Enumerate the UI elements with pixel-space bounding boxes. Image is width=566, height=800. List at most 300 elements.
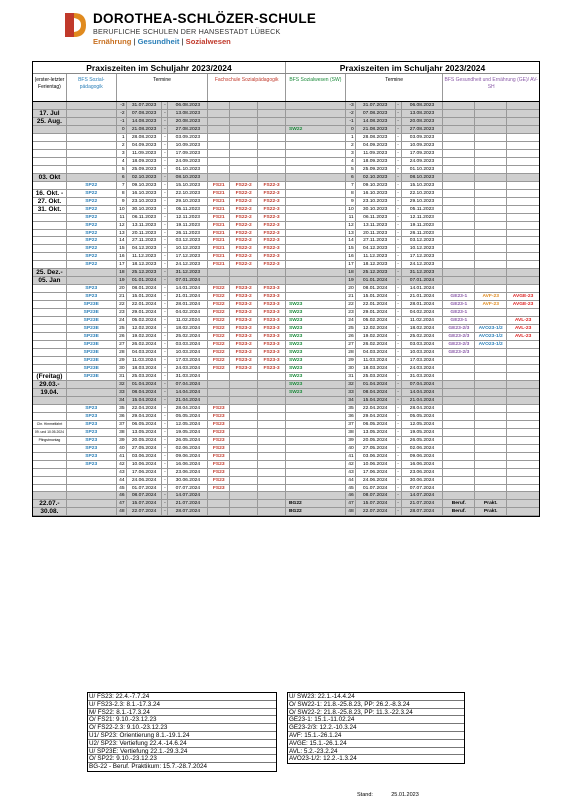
- week-cell-2: 1: [346, 134, 356, 141]
- stand-label: Stand:: [357, 792, 373, 798]
- date-sep-cell: -: [162, 413, 168, 420]
- table-row: [33, 492, 539, 500]
- bfs-sw-cell: SW23: [286, 373, 346, 380]
- ferien-cell: [33, 333, 67, 340]
- date-sep-cell-2: -: [396, 190, 402, 197]
- fs-cell-2: [230, 166, 258, 173]
- fs-cell-2: [230, 110, 258, 117]
- fs-cell-1: FS23: [208, 453, 230, 460]
- ge-cell-1: GE23-1: [443, 301, 475, 308]
- date-from-cell: 29.01.2024: [127, 309, 163, 316]
- date-sep-cell: -: [162, 198, 168, 205]
- date-to-cell: 05.05.2024: [168, 413, 208, 420]
- week-cell-2: 46: [346, 492, 356, 499]
- legend-item: AVF: 15.1.-26.1.24: [288, 732, 464, 740]
- date-sep-cell-2: -: [396, 118, 402, 125]
- date-from-cell: 22.04.2024: [127, 405, 163, 412]
- av-cell-1: [475, 421, 507, 428]
- bfs-sw-cell: SW23: [286, 317, 346, 324]
- bfs-sw-cell: [286, 277, 346, 284]
- ferien-cell: [33, 469, 67, 476]
- bfs-sp-cell: SP23: [67, 405, 117, 412]
- date-to-cell-2: 08.10.2023: [402, 174, 444, 181]
- date-from-cell-2: 25.09.2023: [356, 166, 396, 173]
- date-to-cell: 26.11.2023: [168, 230, 208, 237]
- fs-cell-3: [258, 413, 286, 420]
- ge-cell-1: [443, 437, 475, 444]
- fs-cell-1: [208, 508, 230, 515]
- date-from-cell-2: 28.08.2023: [356, 134, 396, 141]
- bfs-sw-cell: [286, 477, 346, 484]
- date-to-cell: 10.09.2023: [168, 142, 208, 149]
- bfs-sp-cell: SP22: [67, 253, 117, 260]
- date-to-cell-2: 03.03.2024: [402, 341, 444, 348]
- av-cell-2: [507, 429, 539, 436]
- av-cell-2: [507, 413, 539, 420]
- fs-cell-1: FS21: [208, 198, 230, 205]
- av-cell-2: [507, 508, 539, 515]
- legend-item: U/ SP23E: Vertiefung 22.1.-29.3.24: [88, 748, 276, 756]
- date-to-cell: 19.11.2023: [168, 222, 208, 229]
- week-cell-2: 0: [346, 126, 356, 133]
- date-sep-cell-2: -: [396, 309, 402, 316]
- week-cell-2: 23: [346, 309, 356, 316]
- av-cell-2: AVL-23: [514, 318, 532, 324]
- week-cell-2: 4: [346, 158, 356, 165]
- date-from-cell-2: 14.08.2023: [356, 118, 396, 125]
- ge-cell-1: GE23-2/3: [443, 333, 475, 340]
- bfs-sp-cell: SP23E: [67, 301, 117, 308]
- bfs-sp-cell: SP23: [67, 437, 117, 444]
- bfs-sw-cell: [286, 166, 346, 173]
- av-cell-2: [507, 118, 539, 125]
- table-row: [33, 174, 539, 182]
- bfs-sw-cell: [286, 453, 346, 460]
- fs-cell-1: [208, 277, 230, 284]
- week-cell: 37: [117, 421, 127, 428]
- date-from-cell: 04.12.2023: [127, 245, 163, 252]
- week-cell: 32: [117, 381, 127, 388]
- week-cell-2: -2: [346, 110, 356, 117]
- bfs-sw-cell: SW22: [286, 126, 346, 133]
- date-to-cell: 13.08.2023: [168, 110, 208, 117]
- table-row: [33, 333, 539, 341]
- fs-cell-2: FS22-2: [230, 206, 258, 213]
- bfs-sw-cell: [286, 397, 346, 404]
- date-sep-cell: -: [162, 429, 168, 436]
- date-from-cell: 01.07.2024: [127, 485, 163, 492]
- date-to-cell: 04.02.2024: [168, 309, 208, 316]
- fs-cell-2: FS23-2: [230, 349, 258, 356]
- date-to-cell: 24.03.2024: [168, 365, 208, 372]
- date-to-cell: 14.07.2024: [168, 492, 208, 499]
- date-to-cell-2: 19.11.2023: [402, 222, 444, 229]
- bfs-sw-cell: [286, 198, 346, 205]
- fs-cell-3: [258, 469, 286, 476]
- ge-cell-1: [443, 230, 475, 237]
- fs-cell-2: [230, 397, 258, 404]
- table-row: [33, 373, 539, 381]
- week-cell-2: 34: [346, 397, 356, 404]
- fs-cell-2: [230, 413, 258, 420]
- fs-cell-1: FS21: [208, 214, 230, 221]
- fs-cell-2: [230, 485, 258, 492]
- bfs-sp-cell: SP22: [67, 230, 117, 237]
- av-cell-2: [507, 150, 539, 157]
- date-to-cell: 22.10.2023: [168, 190, 208, 197]
- ge-cell-1: [443, 126, 475, 133]
- date-from-cell: 13.11.2023: [127, 222, 163, 229]
- date-to-cell-2: 12.11.2023: [402, 214, 444, 221]
- fs-cell-2: FS23-2: [230, 285, 258, 292]
- date-from-cell-2: 20.05.2024: [356, 437, 396, 444]
- date-to-cell-2: 01.10.2023: [402, 166, 444, 173]
- fs-cell-3: FS23-3: [258, 309, 286, 316]
- week-cell: 42: [117, 461, 127, 468]
- fs-cell-1: FS22: [208, 357, 230, 364]
- date-sep-cell-2: -: [396, 166, 402, 173]
- date-from-cell-2: 13.11.2023: [356, 222, 396, 229]
- table-row: [33, 230, 539, 238]
- date-from-cell-2: 20.11.2023: [356, 230, 396, 237]
- date-from-cell: 25.12.2023: [127, 269, 163, 276]
- bfs-sw-cell: [286, 429, 346, 436]
- date-sep-cell-2: -: [396, 381, 402, 388]
- week-cell: 40: [117, 445, 127, 452]
- bfs-sw-cell: [286, 437, 346, 444]
- table-row: [33, 110, 539, 118]
- date-sep-cell: -: [162, 421, 168, 428]
- date-sep-cell: -: [162, 261, 168, 268]
- av-cell-2: [507, 373, 539, 380]
- fs-cell-2: FS23-2: [230, 301, 258, 308]
- av-cell-2: [507, 389, 539, 396]
- date-from-cell: 08.04.2024: [127, 389, 163, 396]
- date-sep-cell: -: [162, 469, 168, 476]
- date-to-cell: 08.10.2023: [168, 174, 208, 181]
- stand: [357, 792, 419, 798]
- date-to-cell: 14.01.2024: [168, 285, 208, 292]
- date-from-cell: 12.02.2024: [127, 325, 163, 332]
- ferien-cell: 16. Okt. -: [33, 190, 67, 197]
- week-cell: 22: [117, 301, 127, 308]
- date-from-cell-2: 05.02.2024: [356, 317, 396, 324]
- ge-cell-1: [443, 174, 475, 181]
- date-sep-cell: -: [162, 365, 168, 372]
- fs-cell-3: FS22-3: [258, 190, 286, 197]
- bfs-sw-cell: SW23: [286, 309, 346, 316]
- week-cell: 46: [117, 492, 127, 499]
- date-to-cell-2: 15.10.2023: [402, 182, 444, 189]
- date-from-cell-2: 25.03.2024: [356, 373, 396, 380]
- date-from-cell-2: 01.01.2024: [356, 277, 396, 284]
- date-to-cell-2: 07.04.2024: [402, 381, 444, 388]
- date-to-cell: 31.12.2023: [168, 269, 208, 276]
- week-cell: 7: [117, 182, 127, 189]
- date-sep-cell: -: [162, 293, 168, 300]
- table-row: [33, 237, 539, 245]
- fs-cell-3: FS23-3: [258, 285, 286, 292]
- fs-cell-3: [258, 389, 286, 396]
- week-cell: 17: [117, 261, 127, 268]
- bfs-sp-cell: SP22: [67, 261, 117, 268]
- fs-cell-3: FS23-3: [258, 333, 286, 340]
- date-to-cell-2: 14.07.2024: [402, 492, 444, 499]
- fs-cell-1: FS23: [208, 421, 230, 428]
- date-from-cell-2: 27.11.2023: [356, 237, 396, 244]
- bfs-sw-cell: SW23: [286, 333, 346, 340]
- fs-cell-3: FS22-3: [258, 230, 286, 237]
- fs-cell-1: [208, 142, 230, 149]
- date-from-cell: 15.07.2024: [127, 500, 163, 507]
- fs-cell-1: [208, 500, 230, 507]
- table-row: [33, 222, 539, 230]
- ge-cell-1: [443, 397, 475, 404]
- date-to-cell-2: 22.10.2023: [402, 190, 444, 197]
- av-cell-1: AVF-23: [475, 293, 507, 300]
- date-from-cell: 04.03.2024: [127, 349, 163, 356]
- date-to-cell-2: 18.02.2024: [402, 325, 444, 332]
- date-sep-cell-2: -: [396, 158, 402, 165]
- av-cell-2: AVL-23: [514, 334, 532, 340]
- date-sep-cell-2: -: [396, 253, 402, 260]
- date-to-cell: 07.01.2024: [168, 277, 208, 284]
- week-cell-2: 18: [346, 269, 356, 276]
- date-from-cell-2: 08.07.2024: [356, 492, 396, 499]
- fs-cell-1: FS22: [208, 341, 230, 348]
- date-from-cell-2: 08.01.2024: [356, 285, 396, 292]
- av-cell-2: [507, 214, 539, 221]
- av-cell-1: [475, 126, 507, 133]
- av-cell-1: [475, 214, 507, 221]
- hdr-bfs-sw: BFS Sozialwesen (SW): [286, 74, 346, 101]
- fs-cell-2: FS23-2: [230, 293, 258, 300]
- week-cell-2: -3: [346, 102, 356, 109]
- table-row: [33, 381, 539, 389]
- av-cell-1: AVO23-1/2: [475, 325, 507, 332]
- fs-cell-2: [230, 373, 258, 380]
- ferien-cell: [33, 349, 67, 356]
- ge-cell-1: GE23-1: [443, 317, 475, 324]
- date-from-cell: 01.01.2024: [127, 277, 163, 284]
- date-to-cell: 03.12.2023: [168, 237, 208, 244]
- bfs-sw-cell: [286, 182, 346, 189]
- fs-cell-3: [258, 381, 286, 388]
- week-cell-2: 15: [346, 245, 356, 252]
- ferien-cell: [33, 237, 67, 244]
- week-cell-2: 22: [346, 301, 356, 308]
- fs-cell-1: FS23: [208, 405, 230, 412]
- bfs-sp-cell: [67, 500, 117, 507]
- date-from-cell-2: 09.10.2023: [356, 182, 396, 189]
- ferien-cell: [33, 357, 67, 364]
- av-cell-2: [507, 110, 539, 117]
- av-cell-2: [507, 397, 539, 404]
- ge-cell-1: [443, 429, 475, 436]
- bfs-sp-cell: SP23E: [67, 365, 117, 372]
- ge-cell-1: GE23-2/3: [443, 325, 475, 332]
- date-from-cell: 03.06.2024: [127, 453, 163, 460]
- date-sep-cell-2: -: [396, 508, 402, 515]
- bfs-sw-cell: [286, 110, 346, 117]
- fs-cell-3: FS23-3: [258, 341, 286, 348]
- fs-cell-3: [258, 397, 286, 404]
- week-cell: 26: [117, 333, 127, 340]
- date-from-cell: 27.11.2023: [127, 237, 163, 244]
- date-to-cell-2: 06.08.2023: [402, 102, 444, 109]
- date-from-cell: 29.04.2024: [127, 413, 163, 420]
- fs-cell-3: [258, 508, 286, 515]
- bfs-sp-cell: SP23: [67, 293, 117, 300]
- av-cell-1: [475, 174, 507, 181]
- fs-cell-2: [230, 437, 258, 444]
- week-cell-2: 45: [346, 485, 356, 492]
- week-cell-2: 19: [346, 277, 356, 284]
- date-sep-cell-2: -: [396, 429, 402, 436]
- date-sep-cell: -: [162, 333, 168, 340]
- week-cell: 11: [117, 214, 127, 221]
- fs-cell-1: FS21: [208, 206, 230, 213]
- ferien-cell: 09. und 10.05.2024: [33, 429, 67, 436]
- week-cell-2: 10: [346, 206, 356, 213]
- week-cell: 8: [117, 190, 127, 197]
- date-sep-cell: -: [162, 492, 168, 499]
- week-cell: 36: [117, 413, 127, 420]
- fs-cell-3: [258, 269, 286, 276]
- table-row: [33, 341, 539, 349]
- bfs-sp-cell: SP23: [67, 413, 117, 420]
- date-from-cell-2: 11.03.2024: [356, 357, 396, 364]
- bfs-sp-cell: SP22: [67, 182, 117, 189]
- fs-cell-3: FS22-3: [258, 198, 286, 205]
- fs-cell-2: FS22-2: [230, 222, 258, 229]
- table-row: [33, 190, 539, 198]
- ge-cell-1: [443, 461, 475, 468]
- week-cell-2: 30: [346, 365, 356, 372]
- ferien-cell: [33, 405, 67, 412]
- fs-cell-3: [258, 102, 286, 109]
- date-to-cell-2: 12.05.2024: [402, 421, 444, 428]
- date-from-cell-2: 31.07.2023: [356, 102, 396, 109]
- fs-cell-2: FS22-2: [230, 230, 258, 237]
- date-sep-cell-2: -: [396, 269, 402, 276]
- fs-cell-3: [258, 477, 286, 484]
- fs-cell-3: [258, 126, 286, 133]
- bfs-sp-cell: SP23: [67, 461, 117, 468]
- date-to-cell: 21.04.2024: [168, 397, 208, 404]
- date-sep-cell-2: -: [396, 317, 402, 324]
- fs-cell-1: [208, 381, 230, 388]
- fs-cell-1: FS23: [208, 485, 230, 492]
- ferien-cell: [33, 245, 67, 252]
- hdr-termine: Termine: [117, 74, 209, 101]
- date-to-cell: 27.08.2023: [168, 126, 208, 133]
- date-sep-cell: -: [162, 214, 168, 221]
- av-cell-2: [507, 492, 539, 499]
- date-to-cell-2: 28.01.2024: [402, 301, 444, 308]
- date-to-cell-2: 21.01.2024: [402, 293, 444, 300]
- date-to-cell: 10.12.2023: [168, 245, 208, 252]
- week-cell: 24: [117, 317, 127, 324]
- week-cell-2: 39: [346, 437, 356, 444]
- table-row: [33, 413, 539, 421]
- ferien-cell: [33, 166, 67, 173]
- date-from-cell-2: 03.06.2024: [356, 453, 396, 460]
- week-cell-2: 8: [346, 190, 356, 197]
- week-cell-2: 21: [346, 293, 356, 300]
- bfs-sp-cell: [67, 142, 117, 149]
- date-from-cell-2: 06.11.2023: [356, 214, 396, 221]
- av-cell-2: [507, 269, 539, 276]
- bfs-sp-cell: SP23E: [67, 333, 117, 340]
- date-sep-cell: -: [162, 142, 168, 149]
- week-cell-2: 27: [346, 341, 356, 348]
- date-to-cell-2: 24.03.2024: [402, 365, 444, 372]
- date-to-cell: 28.04.2024: [168, 405, 208, 412]
- bfs-sw-cell: BG22: [286, 500, 346, 507]
- fs-cell-3: FS23-3: [258, 357, 286, 364]
- date-sep-cell: -: [162, 118, 168, 125]
- date-sep-cell: -: [162, 237, 168, 244]
- bfs-sp-cell: SP23E: [67, 317, 117, 324]
- tag-sep: |: [133, 37, 136, 46]
- ferien-cell: [33, 397, 67, 404]
- fs-cell-3: [258, 437, 286, 444]
- date-from-cell: 01.04.2024: [127, 381, 163, 388]
- date-to-cell: 18.02.2024: [168, 325, 208, 332]
- date-from-cell-2: 21.08.2023: [356, 126, 396, 133]
- date-to-cell-2: 29.10.2023: [402, 198, 444, 205]
- av-cell-1: [475, 389, 507, 396]
- bfs-sw-cell: [286, 102, 346, 109]
- date-to-cell-2: 04.02.2024: [402, 309, 444, 316]
- ge-cell-1: [443, 413, 475, 420]
- date-to-cell-2: 11.02.2024: [402, 317, 444, 324]
- date-sep-cell: -: [162, 317, 168, 324]
- av-cell-2: [507, 453, 539, 460]
- week-cell-2: -1: [346, 118, 356, 125]
- week-cell: 45: [117, 485, 127, 492]
- bfs-sw-cell: [286, 469, 346, 476]
- date-sep-cell: -: [162, 230, 168, 237]
- fs-cell-2: FS23-2: [230, 309, 258, 316]
- date-from-cell: 20.05.2024: [127, 437, 163, 444]
- week-cell-2: 29: [346, 357, 356, 364]
- week-cell: 30: [117, 365, 127, 372]
- table-row: [33, 166, 539, 174]
- date-sep-cell-2: -: [396, 437, 402, 444]
- date-sep-cell-2: -: [396, 469, 402, 476]
- av-cell-1: [475, 166, 507, 173]
- date-sep-cell: -: [162, 341, 168, 348]
- week-cell: 27: [117, 341, 127, 348]
- table-row: [33, 214, 539, 222]
- school-tagline: [93, 37, 523, 46]
- fs-cell-1: FS21: [208, 237, 230, 244]
- fs-cell-2: FS23-2: [230, 365, 258, 372]
- ferien-cell: [33, 325, 67, 332]
- date-from-cell-2: 22.04.2024: [356, 405, 396, 412]
- date-sep-cell-2: -: [396, 261, 402, 268]
- date-sep-cell-2: -: [396, 206, 402, 213]
- table-row: [33, 325, 539, 333]
- fs-cell-2: FS22-2: [230, 253, 258, 260]
- fs-cell-3: [258, 421, 286, 428]
- bfs-sp-cell: [67, 134, 117, 141]
- date-sep-cell: -: [162, 373, 168, 380]
- week-cell-2: 14: [346, 237, 356, 244]
- fs-cell-1: FS23: [208, 429, 230, 436]
